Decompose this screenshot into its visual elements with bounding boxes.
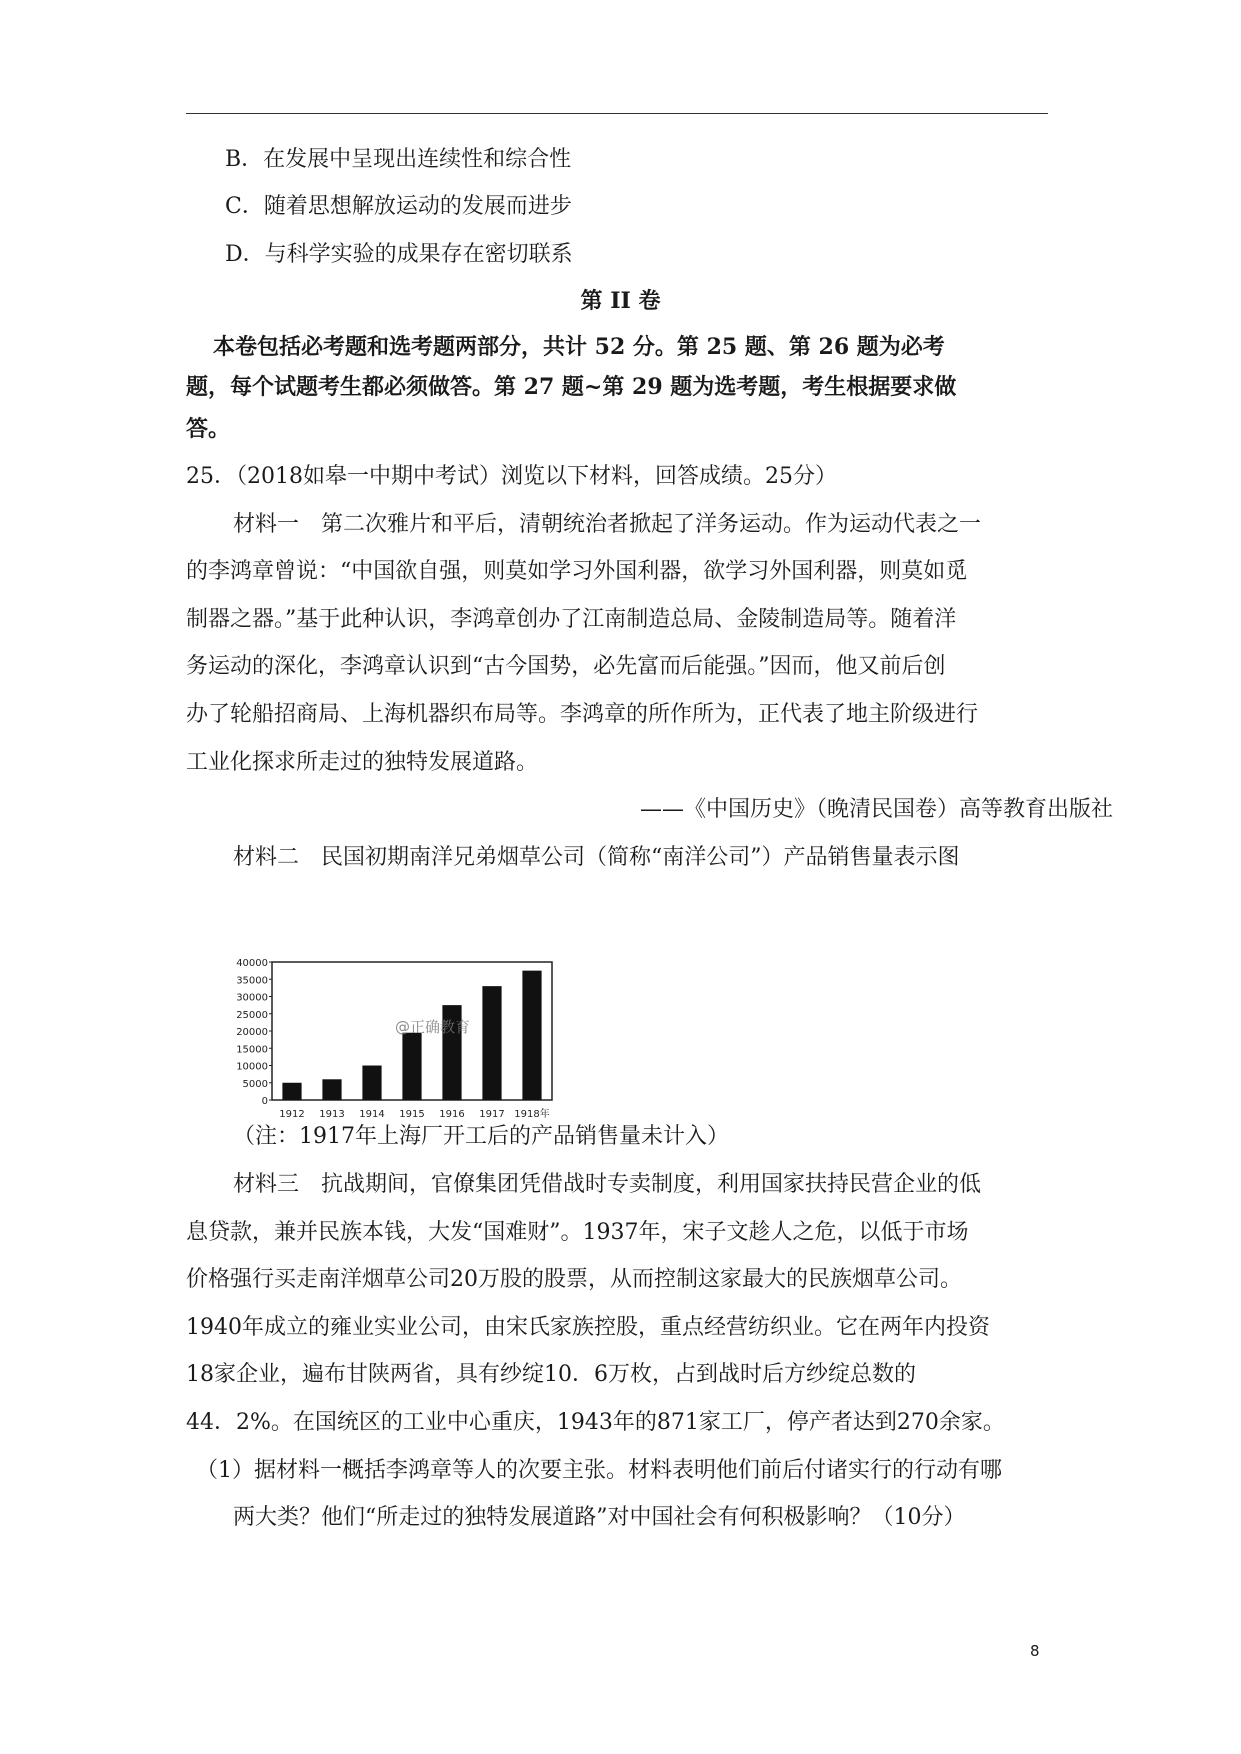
x-tick-label: 1916 [439, 1109, 465, 1120]
bar [282, 1083, 301, 1100]
header-rule [186, 113, 1048, 114]
y-tick-label: 35000 [236, 975, 268, 987]
section-intro-line: 答。 [186, 416, 231, 442]
material-three-line: 18家企业，遍布甘陕两省，具有纱绽10．6万枚，占到战时后方纱绽总数的 [186, 1362, 916, 1387]
x-tick-label: 1913 [319, 1109, 345, 1120]
sales-bar-chart [230, 952, 610, 1127]
y-tick-label: 0 [261, 1096, 268, 1107]
y-tick-label: 5000 [242, 1078, 268, 1090]
option-c: C．随着思想解放运动的发展而进步 [225, 194, 572, 219]
section-intro-line: 本卷包括必考题和选考题两部分，共计 52 分。第 25 题、第 26 题为必考 [213, 334, 945, 360]
watermark-text: @正确教育 [395, 1018, 471, 1036]
y-tick-label: 10000 [236, 1061, 268, 1073]
bar [402, 1033, 421, 1100]
x-tick-label: 1912 [279, 1109, 305, 1120]
page-number: 8 [1030, 1642, 1040, 1660]
chart-note: （注：1917年上海厂开工后的产品销售量未计入） [233, 1124, 729, 1149]
bar [522, 971, 541, 1100]
bar [482, 986, 501, 1100]
option-d: D．与科学实验的成果存在密切联系 [225, 242, 573, 267]
x-tick-label: 1915 [399, 1109, 425, 1120]
material-one-line: 办了轮船招商局、上海机器织布局等。李鸿章的所作所为，正代表了地主阶级进行 [186, 702, 979, 727]
x-tick-label: 1914 [359, 1109, 385, 1120]
bar [322, 1079, 341, 1100]
material-three-line: 44．2%。在国统区的工业中心重庆，1943年的871家工厂，停产者达到270余家。 [186, 1410, 1005, 1435]
material-three-line: 息贷款，兼并民族本钱，大发“国难财”。1937年，宋子文趁人之危，以低于市场 [186, 1220, 969, 1245]
section-intro-line: 题，每个试题考生都必须做答。第 27 题~第 29 题为选考题，考生根据要求做 [186, 374, 957, 400]
x-tick-label: 1917 [479, 1109, 505, 1120]
y-tick-label: 30000 [236, 992, 268, 1004]
sub-question-line: （1）据材料一概括李鸿章等人的次要主张。材料表明他们前后付诸实行的行动有哪 [196, 1458, 1002, 1483]
y-tick-label: 20000 [236, 1027, 268, 1038]
bar [362, 1066, 381, 1101]
material-one-line: 材料一 第二次雅片和平后，清朝统治者掀起了洋务运动。作为运动代表之一 [233, 512, 982, 537]
material-one-line: 的李鸿章曾说：“中国欲自强，则莫如学习外国利器，欲学习外国利器，则莫如觅 [186, 559, 968, 584]
y-tick-label: 25000 [236, 1009, 268, 1021]
x-tick-label: 1918年 [514, 1109, 550, 1120]
sub-question-line: 两大类？他们“所走过的独特发展道路”对中国社会有何积极影响？（10分） [233, 1505, 966, 1530]
question-header: 25．（2018如皋一中期中考试）浏览以下材料，回答成绩。25分） [186, 464, 837, 489]
material-three-line: 1940年成立的雍业实业公司，由宋氏家族控股，重点经营纺织业。它在两年内投资 [186, 1315, 990, 1340]
material-three-line: 材料三 抗战期间，官僚集团凭借战时专卖制度，利用国家扶持民营企业的低 [233, 1172, 982, 1197]
material-one-source: ——《中国历史》（晚清民国卷）高等教育出版社 [640, 797, 1114, 822]
material-one-line: 制器之器。”基于此种认识，李鸿章创办了江南制造总局、金陵制造局等。随着洋 [186, 607, 957, 632]
option-b: B．在发展中呈现出连续性和综合性 [225, 147, 572, 172]
y-tick-label: 15000 [236, 1044, 268, 1056]
y-tick-label: 40000 [236, 958, 268, 969]
material-one-line: 务运动的深化，李鸿章认识到“古今国势，必先富而后能强。”因而，他又前后创 [186, 654, 946, 679]
material-three-line: 价格强行买走南洋烟草公司20万股的股票，从而控制这家最大的民族烟草公司。 [186, 1267, 962, 1292]
material-two-title: 材料二 民国初期南洋兄弟烟草公司（简称“南洋公司”）产品销售量表示图 [233, 845, 960, 870]
material-one-line: 工业化探求所走过的独特发展道路。 [186, 750, 539, 775]
section-title: 第 II 卷 [580, 288, 661, 314]
